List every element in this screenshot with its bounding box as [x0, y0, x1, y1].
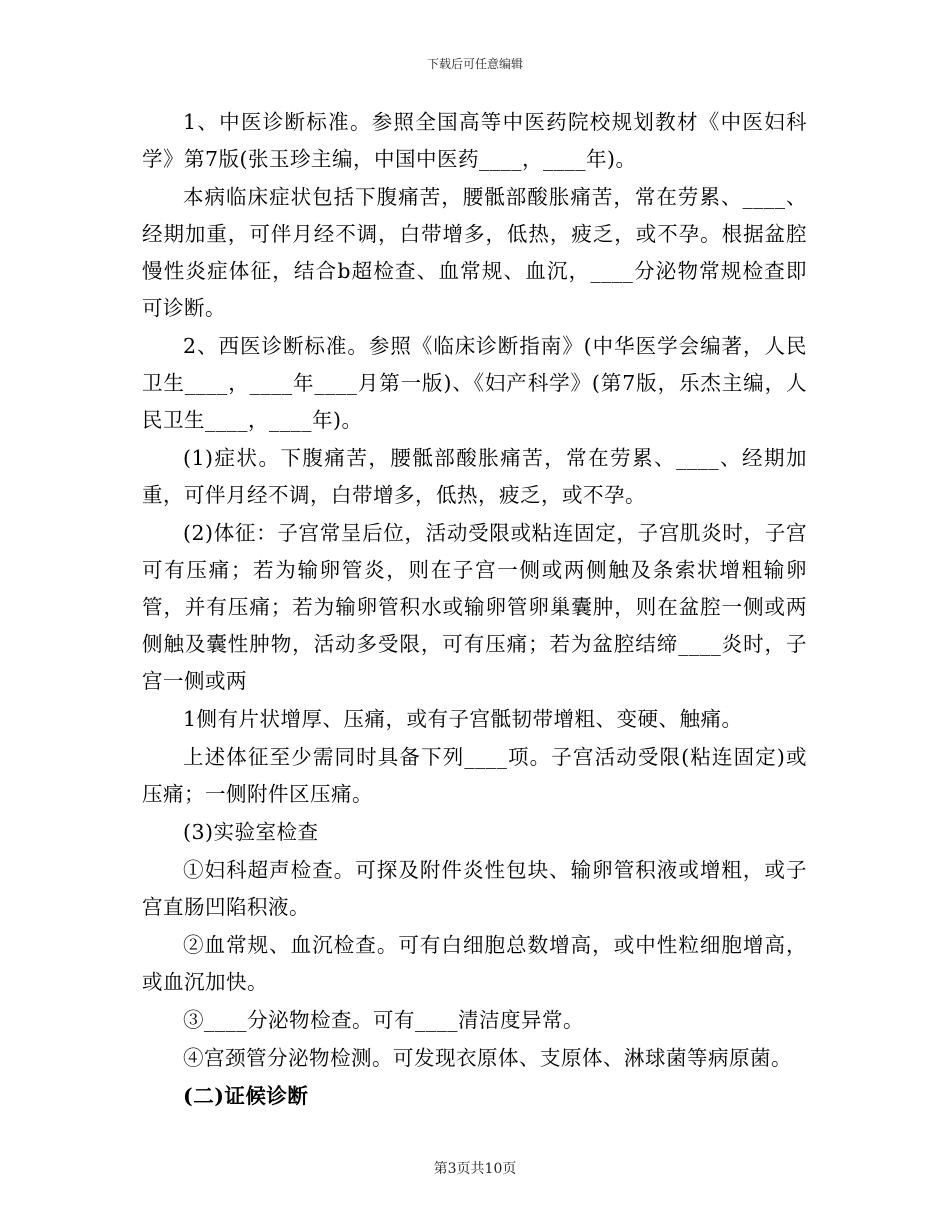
paragraph-signs-continued: 1侧有片状增厚、压痛，或有子宫骶韧带增粗、变硬、触痛。: [183, 707, 743, 731]
page-header: 下载后可任意编辑: [426, 57, 523, 71]
paragraph-requirements: 上述体征至少需同时具备下列____项。子宫活动受限(粘连固定)或压痛；一侧附件区压痛。: [142, 745, 807, 806]
document-body: [142, 104, 807, 1116]
paragraph-secretion-test: ③____分泌物检查。可有____清洁度异常。: [183, 1008, 584, 1032]
section-heading-syndrome-diagnosis: (二)证候诊断: [183, 1084, 309, 1108]
paragraph-blood-test: ②血常规、血沉检查。可有白细胞总数增高，或中性粒细胞增高，或血沉加快。: [142, 933, 807, 994]
paragraph-clinical-symptoms: 本病临床症状包括下腹痛苦，腰骶部酸胀痛苦，常在劳累、____、经期加重，可伴月经不调，白带增多，低热，疲乏，或不孕。根据盆腔慢性炎症体征，结合b超检查、血常规、血沉，____分泌物常规检查即可诊断。: [142, 185, 807, 320]
paragraph-signs: (2)体征：子宫常呈后位，活动受限或粘连固定，子宫肌炎时，子宫可有压痛；若为输卵管炎，则在子宫一侧或两侧触及条索状增粗输卵管，并有压痛；若为输卵管积水或输卵管卵巢囊肿，则在盆腔一侧或两侧触及囊性肿物，活动多受限，可有压痛；若为盆腔结缔____炎时，子宫一侧或两: [142, 521, 807, 693]
paragraph-symptoms: (1)症状。下腹痛苦，腰骶部酸胀痛苦，常在劳累、____、经期加重，可伴月经不调，白带增多，低热，疲乏，或不孕。: [142, 446, 807, 507]
paragraph-cervical-test: ④宫颈管分泌物检测。可发现衣原体、支原体、淋球菌等病原菌。: [183, 1046, 792, 1070]
paragraph-lab-heading: (3)实验室检查: [183, 820, 319, 844]
paragraph-tcm-criteria: 1、中医诊断标准。参照全国高等中医药院校规划教材《中医妇科学》第7版(张玉珍主编，中国中医药____，____年)。: [142, 110, 807, 171]
paragraph-western-criteria: 2、西医诊断标准。参照《临床诊断指南》(中华医学会编著，人民卫生____，____年____月第一版)、《妇产科学》(第7版，乐杰主编，人民卫生____，____年)。: [142, 334, 807, 432]
paragraph-ultrasound: ①妇科超声检查。可探及附件炎性包块、输卵管积液或增粗，或子宫直肠凹陷积液。: [142, 858, 807, 919]
page-footer: 第3页共10页: [433, 1161, 517, 1177]
